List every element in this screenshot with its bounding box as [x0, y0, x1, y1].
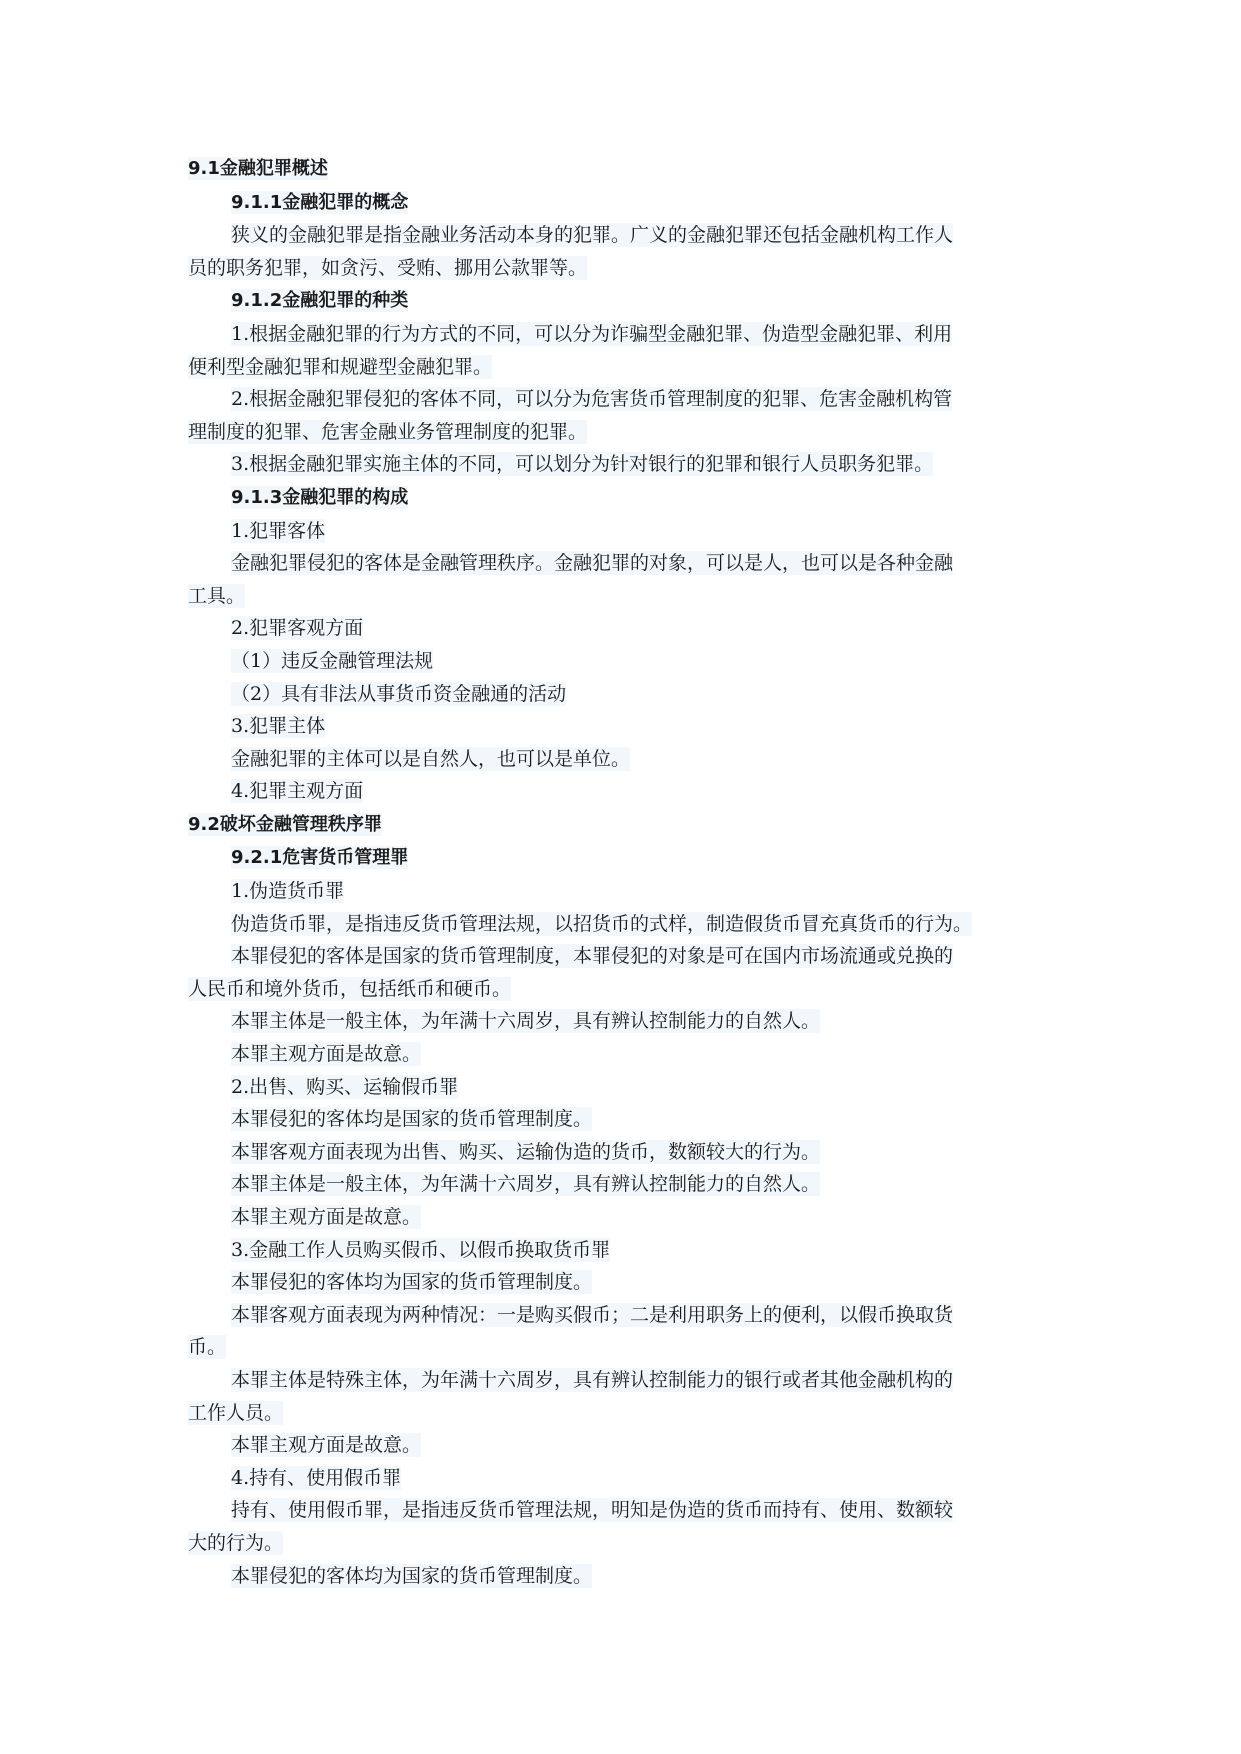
paragraph-line: [188, 1038, 1068, 1071]
paragraph-line: [188, 743, 1068, 776]
paragraph-line: [188, 383, 1068, 416]
line-text: 金融犯罪侵犯的客体是金融管理秩序。金融犯罪的对象，可以是人，也可以是各种金融: [231, 552, 954, 575]
line-text: 本罪客观方面表现为出售、购买、运输伪造的货币，数额较大的行为。: [231, 1140, 821, 1163]
paragraph-continuation: [188, 580, 1068, 613]
line-text: 本罪客观方面表现为两种情况：一是购买假币；二是利用职务上的便利，以假币换取货: [231, 1303, 954, 1326]
document-body: [188, 152, 1068, 1592]
paragraph-line: [188, 1168, 1068, 1201]
line-text: 9.2破坏金融管理秩序罪: [188, 813, 382, 835]
line-text: 2.犯罪客观方面: [231, 617, 364, 640]
section-heading: [188, 808, 1068, 842]
line-text: 1.犯罪客体: [231, 519, 326, 542]
paragraph-line: [188, 1364, 1068, 1397]
line-text: 1.伪造货币罪: [231, 880, 345, 903]
paragraph-line: [188, 448, 1068, 481]
line-text: 员的职务犯罪，如贪污、受贿、挪用公款罪等。: [188, 256, 588, 279]
line-text: 本罪主体是一般主体，为年满十六周岁，具有辨认控制能力的自然人。: [231, 1010, 821, 1033]
line-text: 持有、使用假币罪，是指违反货币管理法规，明知是伪造的货币而持有、使用、数额较: [231, 1499, 954, 1522]
paragraph-continuation: [188, 973, 1068, 1006]
line-text: 工具。: [188, 584, 246, 607]
line-text: 9.1.3金融犯罪的构成: [231, 486, 409, 508]
paragraph-line: [188, 219, 1068, 252]
paragraph-line: [188, 1136, 1068, 1169]
paragraph-line: [188, 710, 1068, 743]
paragraph-line: [188, 318, 1068, 351]
line-text: 本罪侵犯的客体是国家的货币管理制度，本罪侵犯的对象是可在国内市场流通或兑换的: [231, 945, 954, 968]
line-text: 工作人员。: [188, 1401, 284, 1424]
line-text: 本罪侵犯的客体均为国家的货币管理制度。: [231, 1564, 593, 1587]
paragraph-continuation: [188, 1331, 1068, 1364]
line-text: 4.持有、使用假币罪: [231, 1466, 402, 1489]
line-text: 币。: [188, 1336, 227, 1359]
line-text: 本罪侵犯的客体均是国家的货币管理制度。: [231, 1108, 593, 1131]
line-text: 本罪主观方面是故意。: [231, 1434, 422, 1457]
subsection-heading: [188, 481, 1068, 515]
paragraph-line: [188, 1266, 1068, 1299]
line-text: 9.2.1危害货币管理罪: [231, 847, 409, 869]
line-text: 本罪主观方面是故意。: [231, 1206, 422, 1228]
paragraph-line: [188, 1494, 1068, 1527]
line-text: （2）具有非法从事货币资金融通的活动: [231, 682, 567, 705]
paragraph-line: [188, 1071, 1068, 1104]
paragraph-line: [188, 875, 1068, 908]
line-text: 3.金融工作人员购买假币、以假币换取货币罪: [231, 1238, 611, 1261]
paragraph-continuation: [188, 416, 1068, 449]
line-text: 本罪侵犯的客体均为国家的货币管理制度。: [231, 1271, 593, 1294]
line-text: 伪造货币罪，是指违反货币管理法规，以招货币的式样，制造假货币冒充真货币的行为。: [231, 912, 973, 935]
paragraph-line: [188, 612, 1068, 645]
paragraph-line: [188, 1560, 1068, 1593]
list-item: [188, 645, 1068, 678]
line-text: 1.根据金融犯罪的行为方式的不同，可以分为诈骗型金融犯罪、伪造型金融犯罪、利用: [231, 322, 953, 345]
line-text: 9.1金融犯罪概述: [188, 158, 328, 179]
paragraph-continuation: [188, 1527, 1068, 1560]
paragraph-line: [188, 908, 1068, 941]
line-text: 2.出售、购买、运输假币罪: [231, 1075, 459, 1098]
line-text: 理制度的犯罪、危害金融业务管理制度的犯罪。: [188, 420, 588, 443]
line-text: 本罪主体是特殊主体，为年满十六周岁，具有辨认控制能力的银行或者其他金融机构的: [231, 1368, 954, 1391]
line-text: 狭义的金融犯罪是指金融业务活动本身的犯罪。广义的金融犯罪还包括金融机构工作人: [231, 224, 954, 247]
line-text: 3.犯罪主体: [231, 715, 326, 738]
paragraph-line: [188, 775, 1068, 808]
line-text: 本罪主体是一般主体，为年满十六周岁，具有辨认控制能力的自然人。: [231, 1173, 821, 1196]
line-text: 3.根据金融犯罪实施主体的不同，可以划分为针对银行的犯罪和银行人员职务犯罪。: [231, 453, 934, 476]
line-text: 2.根据金融犯罪侵犯的客体不同，可以分为危害货币管理制度的犯罪、危害金融机构管: [231, 388, 953, 411]
line-text: 金融犯罪的主体可以是自然人，也可以是单位。: [231, 747, 631, 770]
subsection-heading: [188, 841, 1068, 875]
line-text: 便利型金融犯罪和规避型金融犯罪。: [188, 355, 493, 378]
section-heading: [188, 152, 1068, 186]
line-text: 人民币和境外货币，包括纸币和硬币。: [188, 977, 512, 1000]
line-text: 大的行为。: [188, 1531, 284, 1554]
paragraph-continuation: [188, 252, 1068, 285]
paragraph-line: [188, 1103, 1068, 1136]
subsection-heading: [188, 284, 1068, 318]
line-text: 本罪主观方面是故意。: [231, 1043, 422, 1066]
paragraph-line: [188, 515, 1068, 548]
paragraph-line: [188, 1299, 1068, 1332]
paragraph-line: [188, 940, 1068, 973]
line-text: 9.1.1金融犯罪的概念: [231, 191, 409, 213]
paragraph-line: [188, 547, 1068, 580]
paragraph-line: [188, 1005, 1068, 1038]
paragraph-line: [188, 1429, 1068, 1462]
line-text: （1）违反金融管理法规: [231, 649, 434, 672]
subsection-heading: [188, 186, 1068, 220]
paragraph-continuation: [188, 1397, 1068, 1430]
paragraph-line: [188, 1201, 1068, 1234]
paragraph-line: [188, 1234, 1068, 1267]
paragraph-continuation: [188, 351, 1068, 384]
paragraph-line: [188, 1462, 1068, 1495]
list-item: [188, 678, 1068, 711]
line-text: 9.1.2金融犯罪的种类: [231, 290, 409, 312]
line-text: 4.犯罪主观方面: [231, 780, 364, 803]
